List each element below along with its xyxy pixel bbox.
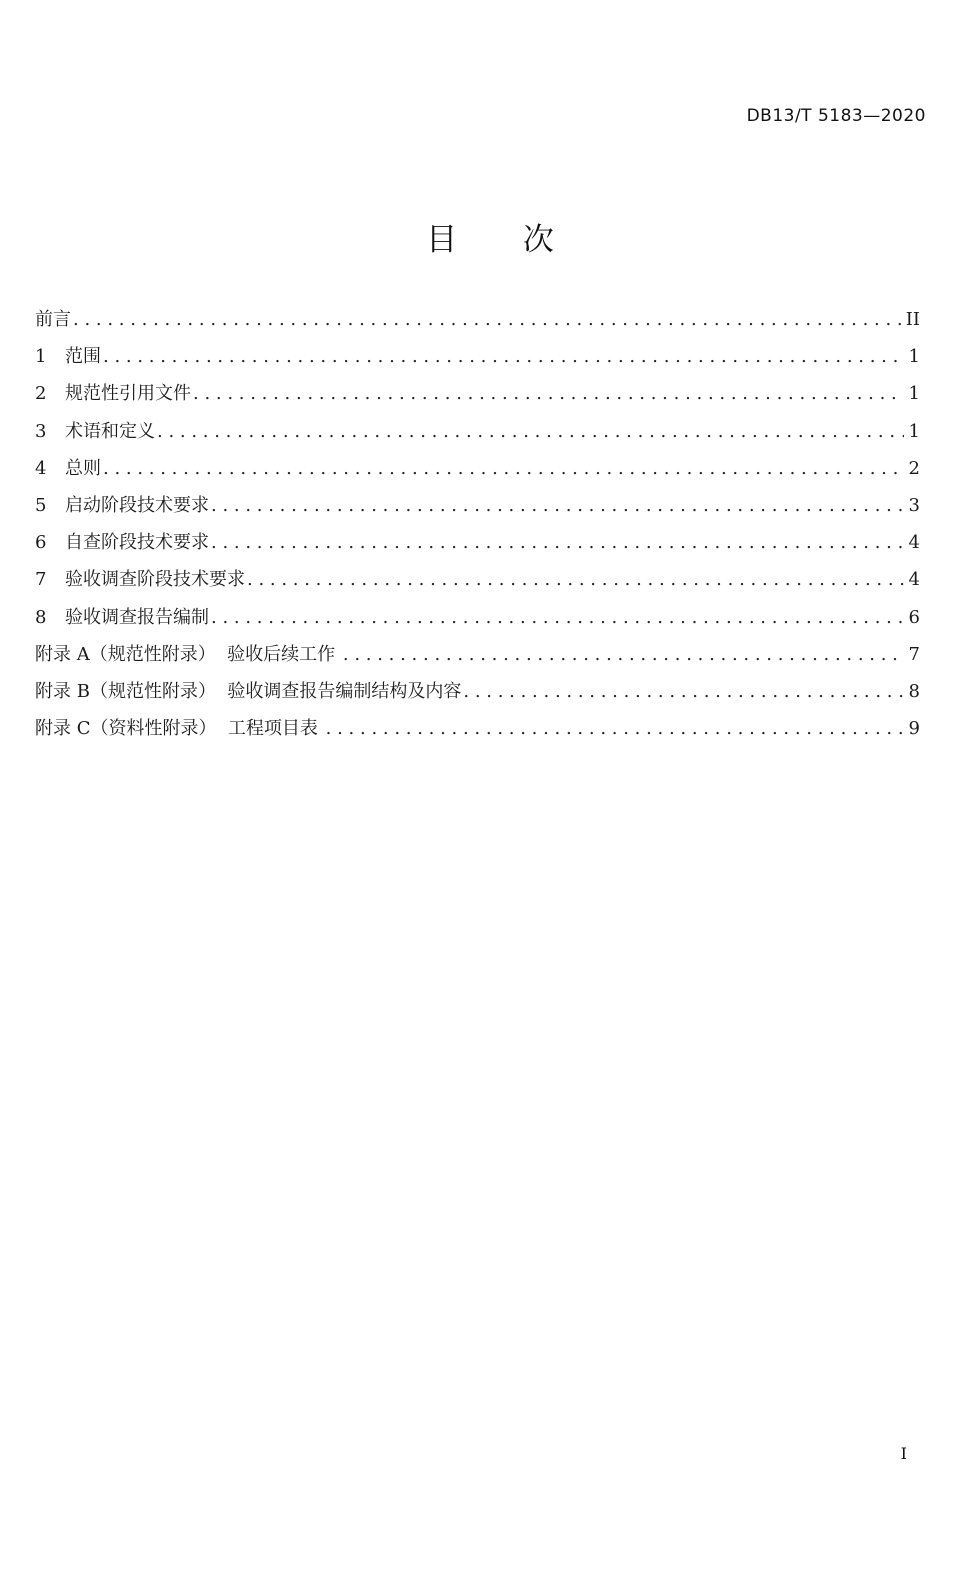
toc-entry-appendix-c[interactable] (35, 714, 920, 751)
toc-entry-page: 2 (908, 457, 920, 479)
toc-entry-label: 附录 C（资料性附录） 工程项目表 (35, 718, 324, 740)
toc-entry-appendix-b[interactable] (35, 677, 920, 714)
toc-entry-number: 3 (35, 420, 47, 442)
toc-entry-number: 8 (35, 606, 47, 628)
toc-entry-6[interactable] (35, 528, 920, 565)
toc-entry-4[interactable] (35, 454, 920, 491)
toc-list (35, 305, 920, 751)
toc-entry-page: 4 (908, 569, 920, 591)
dot-leader (247, 569, 904, 590)
toc-entry-1[interactable] (35, 342, 920, 379)
toc-entry-8[interactable] (35, 603, 920, 640)
toc-entry-label: 附录 B（规范性附录） 验收调查报告编制结构及内容 (35, 680, 462, 702)
toc-entry-page: II (905, 309, 920, 330)
toc-entry-5[interactable] (35, 491, 920, 528)
toc-entry-page: 3 (908, 494, 920, 516)
toc-entry-page: 6 (908, 606, 920, 628)
document-code: DB13/T 5183—2020 (746, 106, 926, 126)
dot-leader (103, 346, 904, 367)
toc-entry-appendix-a[interactable] (35, 640, 920, 677)
toc-entry-number: 2 (35, 383, 47, 405)
dot-leader (211, 532, 904, 553)
toc-entry-page: 7 (908, 643, 920, 665)
toc-entry-number: 7 (35, 569, 47, 591)
toc-entry-7[interactable] (35, 565, 920, 602)
toc-entry-label: 总则 (65, 457, 101, 479)
toc-entry-page: 1 (908, 346, 920, 368)
dot-leader (103, 458, 904, 479)
toc-entry-3[interactable] (35, 417, 920, 454)
toc-entry-label: 范围 (65, 346, 101, 368)
toc-entry-number: 6 (35, 532, 47, 554)
toc-title: 目 次 (426, 222, 582, 258)
toc-entry-label: 验收调查报告编制 (65, 606, 209, 628)
toc-entry-label: 附录 A（规范性附录） 验收后续工作 (35, 643, 341, 665)
dot-leader (211, 495, 904, 516)
page-number: I (900, 1444, 907, 1463)
toc-entry-number: 5 (35, 494, 47, 516)
toc-entry-label: 启动阶段技术要求 (65, 494, 209, 516)
dot-leader (157, 421, 904, 442)
dot-leader (463, 681, 904, 702)
dot-leader (343, 644, 904, 665)
dot-leader (211, 607, 904, 628)
toc-entry-label: 验收调查阶段技术要求 (65, 569, 245, 591)
toc-entry-label: 前言 (35, 309, 71, 330)
toc-entry-number: 1 (35, 346, 47, 368)
toc-entry-label: 规范性引用文件 (65, 383, 191, 405)
dot-leader (193, 383, 904, 404)
toc-entry-label: 术语和定义 (65, 420, 155, 442)
dot-leader (73, 309, 904, 330)
toc-entry-page: 9 (908, 718, 920, 740)
toc-entry-page: 1 (908, 383, 920, 405)
toc-entry-2[interactable] (35, 379, 920, 416)
dot-leader (326, 718, 904, 739)
toc-entry-page: 1 (908, 420, 920, 442)
toc-entry-label: 自查阶段技术要求 (65, 532, 209, 554)
toc-entry-number: 4 (35, 457, 47, 479)
toc-entry-page: 8 (908, 680, 920, 702)
toc-entry-page: 4 (908, 532, 920, 554)
toc-entry-preface[interactable] (35, 305, 920, 342)
